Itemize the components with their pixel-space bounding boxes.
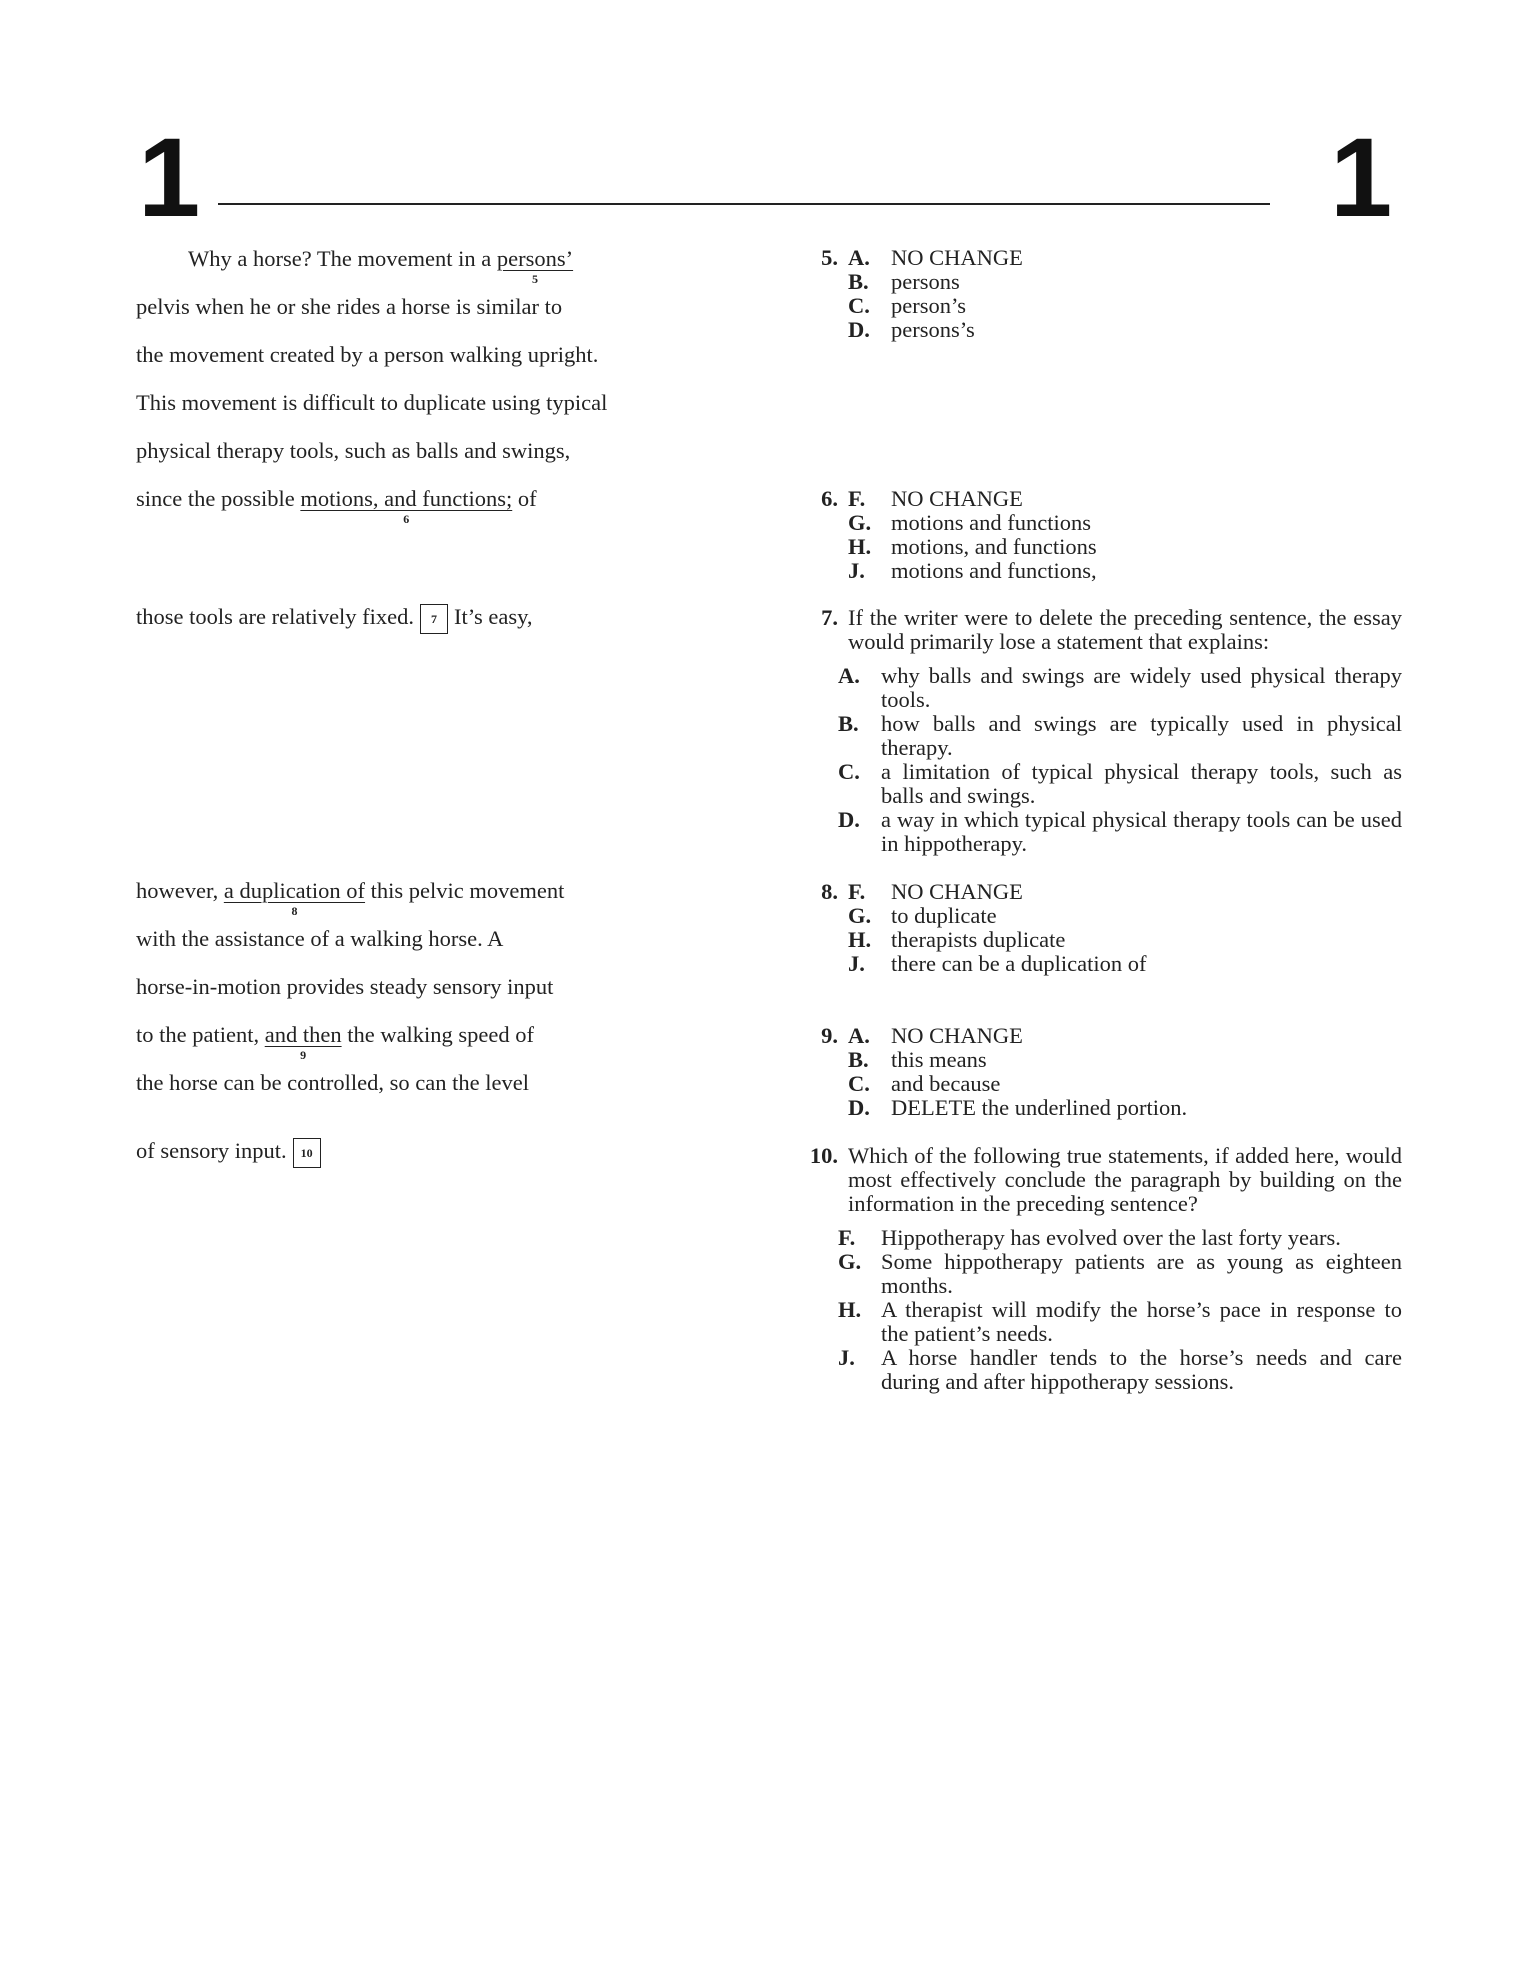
passage-line [136, 438, 570, 464]
option[interactable] [848, 559, 1402, 583]
passage-text: the horse can be controlled, so can the level [136, 1070, 529, 1095]
option[interactable] [848, 270, 1402, 294]
option-text: NO CHANGE [891, 879, 1023, 904]
option[interactable] [848, 880, 1402, 904]
option[interactable] [838, 808, 1402, 856]
option-text: A therapist will modify the horse’s pace in response to the patient’s needs. [881, 1297, 1402, 1346]
option-text: motions and functions [891, 510, 1091, 535]
question-5 [782, 246, 1402, 342]
option-letter: C. [838, 759, 860, 784]
passage-text: to the patient, [136, 1022, 265, 1047]
option-text: NO CHANGE [891, 245, 1023, 270]
option-letter: H. [848, 927, 872, 952]
option-letter: H. [848, 534, 872, 559]
option-letter: G. [848, 510, 872, 535]
option[interactable] [848, 1048, 1402, 1072]
option[interactable] [848, 904, 1402, 928]
option-text: person’s [891, 293, 966, 318]
question-ref-number: 9 [300, 1048, 307, 1062]
option-text: to duplicate [891, 903, 997, 928]
option-text: this means [891, 1047, 987, 1072]
question-number: 5. [821, 245, 838, 270]
option-letter: D. [848, 1095, 870, 1120]
question-9 [782, 1024, 1402, 1120]
option-text: there can be a duplication of [891, 951, 1147, 976]
option[interactable] [848, 535, 1402, 559]
passage-line [136, 926, 503, 952]
option[interactable] [838, 760, 1402, 808]
underlined-portion-5 [496, 246, 574, 286]
option-text: motions, and functions [891, 534, 1097, 559]
passage-line [136, 246, 574, 286]
option-text: Some hippotherapy patients are as young as eighteen months. [881, 1249, 1402, 1298]
option-text: DELETE the underlined portion. [891, 1095, 1188, 1120]
passage-text: the movement created by a person walking upright. [136, 342, 599, 367]
underlined-portion-6 [300, 486, 513, 526]
passage-text: of sensory input. [136, 1138, 287, 1164]
underlined-text: and then [264, 1022, 342, 1047]
option-text: a way in which typical physical therapy tools can be used in hippotherapy. [881, 807, 1402, 856]
option[interactable] [838, 1250, 1402, 1298]
option-letter: J. [848, 558, 865, 583]
option-text: persons [891, 269, 960, 294]
option-letter: J. [848, 951, 865, 976]
option[interactable] [838, 664, 1402, 712]
option[interactable] [848, 1096, 1402, 1120]
question-number: 9. [821, 1023, 838, 1048]
question-10 [782, 1144, 1402, 1394]
option[interactable] [848, 952, 1402, 976]
option-letter: D. [838, 807, 860, 832]
passage-line [136, 974, 553, 1000]
passage-line [136, 294, 562, 320]
passage-line [136, 1138, 327, 1168]
option[interactable] [848, 318, 1402, 342]
question-number: 10. [809, 1143, 838, 1168]
option[interactable] [848, 487, 1402, 511]
option-text: a limitation of typical physical therapy tools, such as balls and swings. [881, 759, 1402, 808]
underlined-text: motions, and functions; [300, 486, 513, 511]
question-8 [782, 880, 1402, 976]
passage-line [136, 604, 533, 634]
passage-text: It’s easy, [454, 604, 533, 630]
option-letter: J. [838, 1345, 855, 1370]
passage-text: Why a horse? The movement in a [188, 246, 497, 271]
underlined-portion-9 [264, 1022, 342, 1062]
option[interactable] [838, 1346, 1402, 1394]
passage-text: this pelvic movement [365, 878, 565, 903]
passage-line [136, 878, 565, 918]
question-6 [782, 487, 1402, 583]
option-letter: B. [838, 711, 859, 736]
question-stem: If the writer were to delete the preceding sentence, the essay would primarily lose a statement that explains: [848, 605, 1402, 654]
passage-line [136, 1070, 529, 1096]
option[interactable] [838, 1298, 1402, 1346]
passage-text: since the possible [136, 486, 301, 511]
option[interactable] [838, 712, 1402, 760]
option-letter: G. [838, 1249, 862, 1274]
passage-line [136, 486, 537, 526]
option[interactable] [848, 246, 1402, 270]
option-letter: C. [848, 1071, 870, 1096]
passage-text: however, [136, 878, 224, 903]
passage-line [136, 342, 598, 368]
option-letter: D. [848, 317, 870, 342]
option[interactable] [848, 928, 1402, 952]
underlined-text: a duplication of [223, 878, 366, 903]
option-letter: A. [848, 1023, 870, 1048]
option-text: NO CHANGE [891, 486, 1023, 511]
option-text: A horse handler tends to the horse’s needs and care during and after hippotherapy sessions. [881, 1345, 1402, 1394]
question-number: 7. [821, 605, 838, 630]
option-letter: B. [848, 1047, 869, 1072]
option[interactable] [848, 1072, 1402, 1096]
option-letter: F. [838, 1225, 856, 1250]
passage-text: pelvis when he or she rides a horse is similar to [136, 294, 563, 319]
passage-line [136, 390, 607, 416]
option-text: why balls and swings are widely used physical therapy tools. [881, 663, 1402, 712]
option-text: and because [891, 1071, 1001, 1096]
option[interactable] [848, 294, 1402, 318]
underlined-text: persons’ [496, 246, 574, 271]
option-text: how balls and swings are typically used in physical therapy. [881, 711, 1402, 760]
section-number-left: 1 [138, 115, 201, 240]
option-letter: A. [848, 245, 870, 270]
option[interactable] [848, 1024, 1402, 1048]
option-text: persons’s [891, 317, 975, 342]
header-rule [218, 203, 1270, 205]
option-text: Hippotherapy has evolved over the last forty years. [881, 1225, 1341, 1250]
option[interactable] [848, 511, 1402, 535]
option-letter: F. [848, 879, 866, 904]
option-letter: C. [848, 293, 870, 318]
passage-text: horse-in-motion provides steady sensory input [136, 974, 554, 999]
option[interactable] [838, 1226, 1402, 1250]
question-number: 6. [821, 486, 838, 511]
question-ref-number: 6 [403, 512, 410, 526]
underlined-portion-8 [223, 878, 366, 918]
passage-text: with the assistance of a walking horse. A [136, 926, 504, 951]
option-text: NO CHANGE [891, 1023, 1023, 1048]
passage-line [136, 1022, 535, 1062]
passage-text: This movement is difficult to duplicate using typical [136, 390, 608, 415]
question-7 [782, 606, 1402, 856]
option-letter: B. [848, 269, 869, 294]
section-number-right: 1 [1330, 115, 1393, 240]
passage-text: those tools are relatively fixed. [136, 604, 415, 630]
option-letter: A. [838, 663, 860, 688]
passage-text: physical therapy tools, such as balls and swings, [136, 438, 571, 463]
option-letter: H. [838, 1297, 862, 1322]
option-letter: F. [848, 486, 866, 511]
passage-text: of [512, 486, 537, 511]
option-letter: G. [848, 903, 872, 928]
question-ref-number: 8 [291, 904, 298, 918]
option-text: motions and functions, [891, 558, 1097, 583]
question-number: 8. [821, 879, 838, 904]
question-stem: Which of the following true statements, if added here, would most effectively conclude the paragraph by building on the information in the preceding sentence? [848, 1143, 1402, 1216]
question-box-10: 10 [293, 1138, 321, 1168]
option-text: therapists duplicate [891, 927, 1066, 952]
question-box-7: 7 [420, 604, 448, 634]
question-ref-number: 5 [531, 272, 538, 286]
passage-text: the walking speed of [341, 1022, 535, 1047]
